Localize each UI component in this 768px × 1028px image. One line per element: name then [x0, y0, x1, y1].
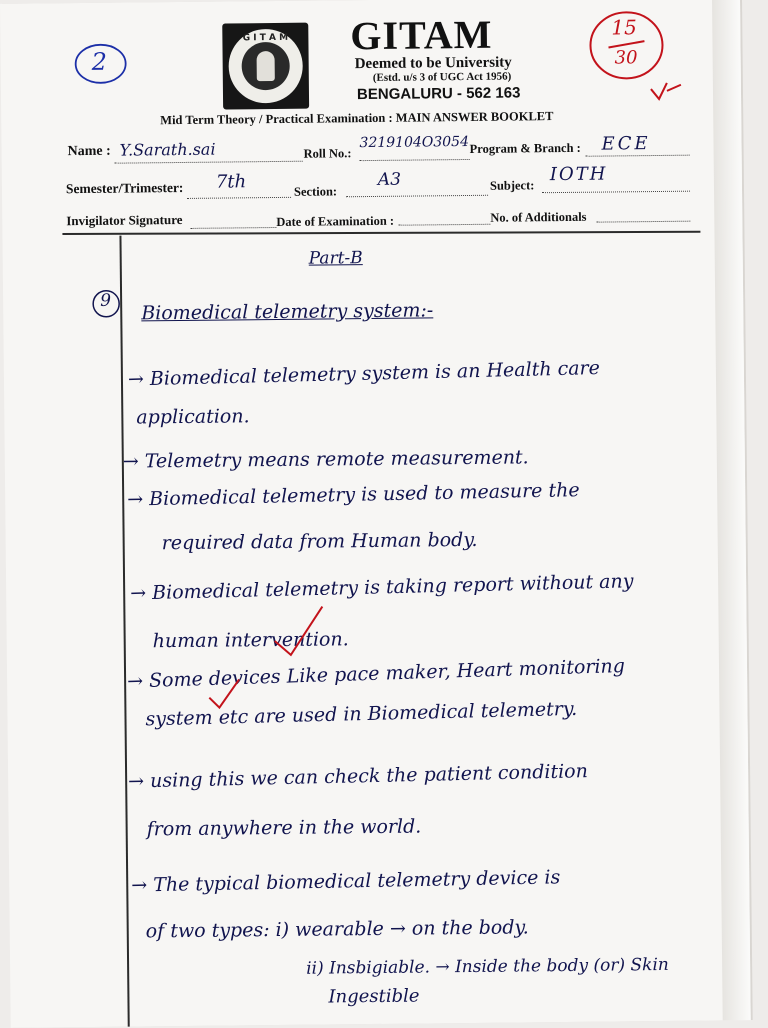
- roll-number-field-line: [360, 159, 470, 161]
- program-branch-field-line: [586, 155, 690, 157]
- booklet-title: Mid Term Theory / Practical Examination : MAIN ANSWER BOOKLET: [160, 109, 554, 128]
- answer-line: Ingestible: [328, 985, 420, 1008]
- university-subtitle: Deemed to be University: [354, 54, 512, 73]
- answer-line: → Some devices Like pace maker, Heart monitoring: [126, 654, 626, 693]
- answer-line: → Biomedical telemetry is used to measure the: [126, 479, 580, 511]
- answer-line: → The typical biomedical telemetry device is: [131, 866, 561, 897]
- invigilator-signature-label: Invigilator Signature: [66, 211, 183, 229]
- roll-number-label: Roll No.:: [303, 146, 352, 161]
- answer-line: ii) Insbigiable. → Inside the body (or) Skin: [306, 954, 669, 979]
- check-mark-icon: [647, 75, 687, 105]
- date-of-examination-label: Date of Examination :: [276, 213, 395, 229]
- section-value: A3: [377, 169, 402, 190]
- answer-line: → Biomedical telemetry is taking report without any: [129, 570, 634, 605]
- page-number: 2: [91, 47, 108, 76]
- name-value: Y.Sarath.sai: [119, 139, 216, 160]
- answer-line: → Biomedical telemetry system is an Health care: [127, 357, 601, 391]
- name-field-line: [115, 161, 303, 164]
- header-divider: [62, 231, 700, 235]
- answer-line: → Telemetry means remote measurement.: [122, 446, 529, 473]
- score-obtained: 15: [611, 15, 637, 40]
- name-label: Name :: [67, 143, 111, 160]
- subject-field-line: [542, 191, 690, 194]
- subject-value: IOTH: [549, 163, 608, 186]
- date-of-examination-field-line: [398, 224, 490, 226]
- additionals-label: No. of Additionals: [490, 209, 587, 225]
- part-heading: Part-B: [308, 248, 363, 269]
- program-branch-label: Program & Branch :: [469, 140, 581, 156]
- answer-line: of two types: i) wearable → on the body.: [145, 916, 529, 943]
- logo-lettering: G I T A M: [242, 32, 289, 44]
- page-edge: [712, 0, 751, 1020]
- invigilator-signature-field-line: [190, 227, 276, 229]
- answer-line: required data from Human body.: [161, 528, 478, 555]
- subject-label: Subject:: [489, 178, 535, 193]
- semester-value: 7th: [215, 171, 247, 193]
- section-field-line: [346, 195, 488, 197]
- answer-line: from anywhere in the world.: [146, 815, 422, 841]
- university-logo: [222, 23, 309, 110]
- answer-line: application.: [136, 405, 250, 429]
- answer-line: human intervention.: [152, 628, 349, 653]
- campus-location: BENGALURU - 562 163: [356, 84, 521, 104]
- semester-label: Semester/Trimester:: [65, 179, 184, 197]
- answer-line: → using this we can check the patient condition: [127, 760, 589, 793]
- semester-field-line: [187, 197, 291, 199]
- additionals-field-line: [596, 221, 690, 223]
- question-number: 9: [100, 290, 112, 311]
- answer-heading: Biomedical telemetry system:-: [141, 299, 434, 325]
- evaluator-tick-icon: [268, 600, 329, 661]
- evaluator-tick-icon: [205, 673, 245, 713]
- establishment-note: (Estd. u/s 3 of UGC Act 1956): [372, 70, 512, 84]
- roll-number-value: 3219104O3054: [359, 133, 470, 152]
- score-total: 30: [614, 47, 638, 69]
- margin-line: [119, 236, 129, 1027]
- university-name: GITAM: [350, 11, 493, 59]
- answer-line: system etc are used in Biomedical telemetry.: [145, 697, 578, 731]
- section-label: Section:: [293, 184, 338, 199]
- program-branch-value: ECE: [601, 133, 651, 155]
